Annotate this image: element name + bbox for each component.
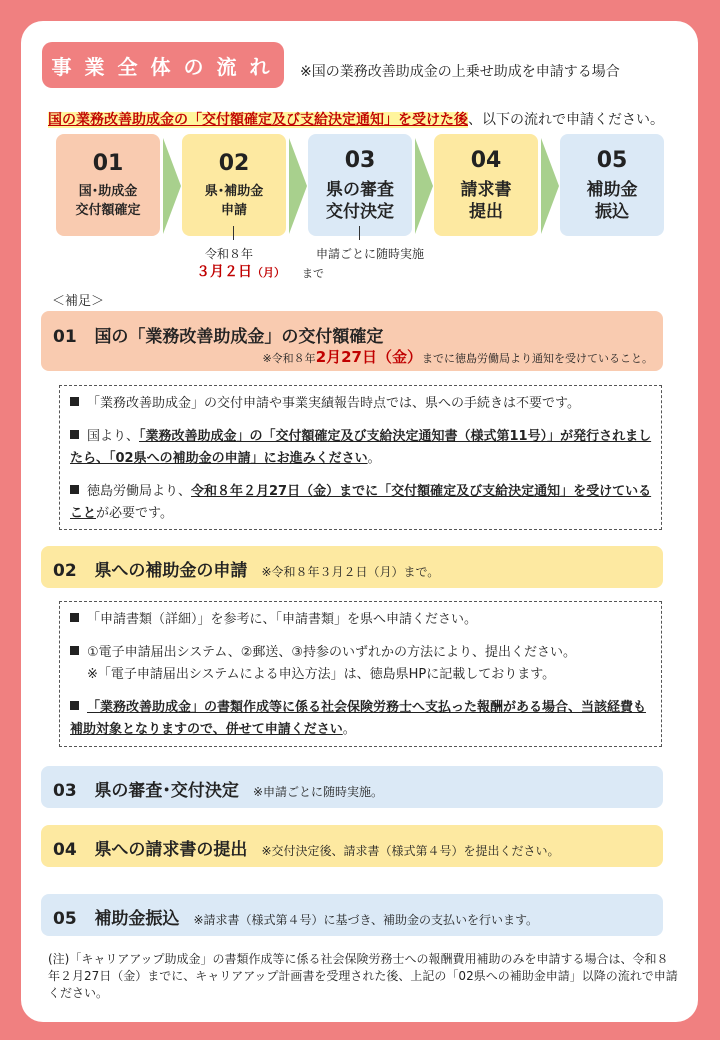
section-title (53, 776, 383, 801)
title-note: ※国の業務改善助成金の上乗せ助成を申請する場合 (300, 64, 620, 80)
step3-tick (359, 226, 360, 240)
step2-tick (233, 226, 234, 240)
chevron-right-icon (415, 138, 433, 234)
item-text: 「業務改善助成金」の交付申請や事業実績報告時点では、県への手続きは不要です。 (87, 396, 580, 411)
step-label: 県の審査 交付決定 (326, 179, 394, 222)
list-item (70, 393, 655, 415)
list-item (70, 697, 655, 741)
lead-text (48, 109, 664, 129)
section-title-text: 国の「業務改善助成金」の交付額確定 (94, 327, 384, 347)
section-title (53, 904, 538, 929)
chevron-right-icon (289, 138, 307, 234)
section-01-details (59, 385, 662, 530)
item-text: が必要です。 (96, 506, 173, 521)
page-title: 事業全体の流れ (42, 42, 284, 88)
item-bold-text: 「業務改善助成金」の「交付額確定及び支給決定通知書（様式第11号）」が発行されましたら、「02県への補助金の申請」にお進みください (70, 429, 652, 466)
section-number: 02 (53, 561, 77, 581)
section-05-header (41, 894, 663, 936)
step-label: 請求書 提出 (460, 179, 512, 222)
step-number: 03 (344, 147, 376, 173)
section-title (53, 835, 560, 860)
deadline-weekday: （月） (252, 266, 285, 279)
step-number: 04 (470, 147, 502, 173)
section-note: ※申請ごとに随時実施。 (252, 785, 383, 799)
list-item (70, 642, 655, 686)
flow-step-04 (434, 134, 538, 236)
step-number: 01 (92, 150, 124, 176)
supplement-heading: ＜補足＞ (52, 294, 105, 309)
section-note: ※交付決定後、請求書（様式第４号）を提出ください。 (261, 844, 560, 858)
deadline-tail: まで (302, 267, 324, 280)
section-01-header (41, 311, 663, 371)
item-bold-text: 「業務改善助成金」の書類作成等に係る社会保険労務士へ支払った報酬がある場合、当該経費も補助対象となりますので、併せて申請ください (70, 700, 647, 737)
note-suffix: までに徳島労働局より通知を受けていること。 (422, 352, 653, 365)
lead-rest: 、以下の流れで申請ください。 (468, 112, 664, 128)
note-date: 2月27日（金） (315, 348, 422, 366)
footnote: (注)「キャリアアップ助成金」の書類作成等に係る社会保険労務士への報酬費用補助のみを申請する場合は、令和８年２月27日（金）までに、キャリアアップ計画書を受理された後、上記の「02県への補助金申請」以降の流れで申請ください。 (48, 952, 678, 1000)
section-title (53, 322, 383, 347)
lead-highlight: 国の業務改善助成金の「交付額確定及び支給決定通知」を受けた後 (48, 112, 468, 128)
section-number: 01 (53, 327, 77, 347)
item-text: 国より、 (87, 429, 140, 444)
section-title-text: 県の審査･交付決定 (94, 781, 239, 801)
step3-note: 申請ごとに随時実施 (316, 247, 425, 261)
section-title-text: 補助金振込 (94, 909, 180, 929)
item-bold-text: 令和８年２月27日（金）までに「交付額確定及び支給決定通知」を受けていること (70, 484, 652, 521)
list-item (70, 609, 655, 631)
deadline-date (196, 261, 285, 281)
item-subtext: ※「電子申請届出システムによる申込方法」は、徳島県HPに記載しております。 (87, 667, 556, 682)
section-02-details (59, 601, 662, 747)
step-number: 05 (596, 147, 628, 173)
step-number: 02 (218, 150, 250, 176)
section-note: ※令和８年３月２日（月）まで。 (261, 565, 440, 579)
section-03-header (41, 766, 663, 808)
section-04-header (41, 825, 663, 867)
deadline-year: 令和８年 (205, 247, 254, 261)
item-text: ①電子申請届出システム、②郵送、③持参のいずれかの方法により、提出ください。 (87, 645, 577, 660)
step-label: 国･助成金 交付額確定 (75, 183, 141, 218)
step-label: 県･補助金 申請 (204, 183, 264, 218)
flow-step-05 (560, 134, 664, 236)
square-bullet-icon (70, 701, 79, 710)
square-bullet-icon (70, 613, 79, 622)
chevron-right-icon (163, 138, 181, 234)
square-bullet-icon (70, 430, 79, 439)
item-text: 「申請書類（詳細）」を参考に、「申請書類」を県へ申請ください。 (87, 612, 478, 627)
square-bullet-icon (70, 485, 79, 494)
item-text: 徳島労働局より、 (87, 484, 192, 499)
section-number: 05 (53, 909, 77, 929)
deadline-day: ３月２日 (196, 264, 252, 280)
section-01-note (262, 346, 653, 367)
section-note: ※請求書（様式第４号）に基づき、補助金の支払いを行います。 (193, 913, 539, 927)
square-bullet-icon (70, 397, 79, 406)
list-item (70, 481, 655, 525)
flow-step-03 (308, 134, 412, 236)
square-bullet-icon (70, 646, 79, 655)
list-item (70, 426, 655, 470)
section-number: 04 (53, 840, 77, 860)
section-title-text: 県への請求書の提出 (94, 840, 248, 860)
note-prefix: ※令和８年 (262, 352, 316, 365)
step-label: 補助金 振込 (586, 179, 638, 222)
item-text: 。 (367, 451, 381, 466)
flow-step-01 (56, 134, 160, 236)
item-text: 。 (342, 722, 356, 737)
section-title-text: 県への補助金の申請 (94, 561, 248, 581)
chevron-right-icon (541, 138, 559, 234)
section-title (53, 556, 439, 581)
flow-step-02 (182, 134, 286, 236)
section-02-header (41, 546, 663, 588)
section-number: 03 (53, 781, 77, 801)
